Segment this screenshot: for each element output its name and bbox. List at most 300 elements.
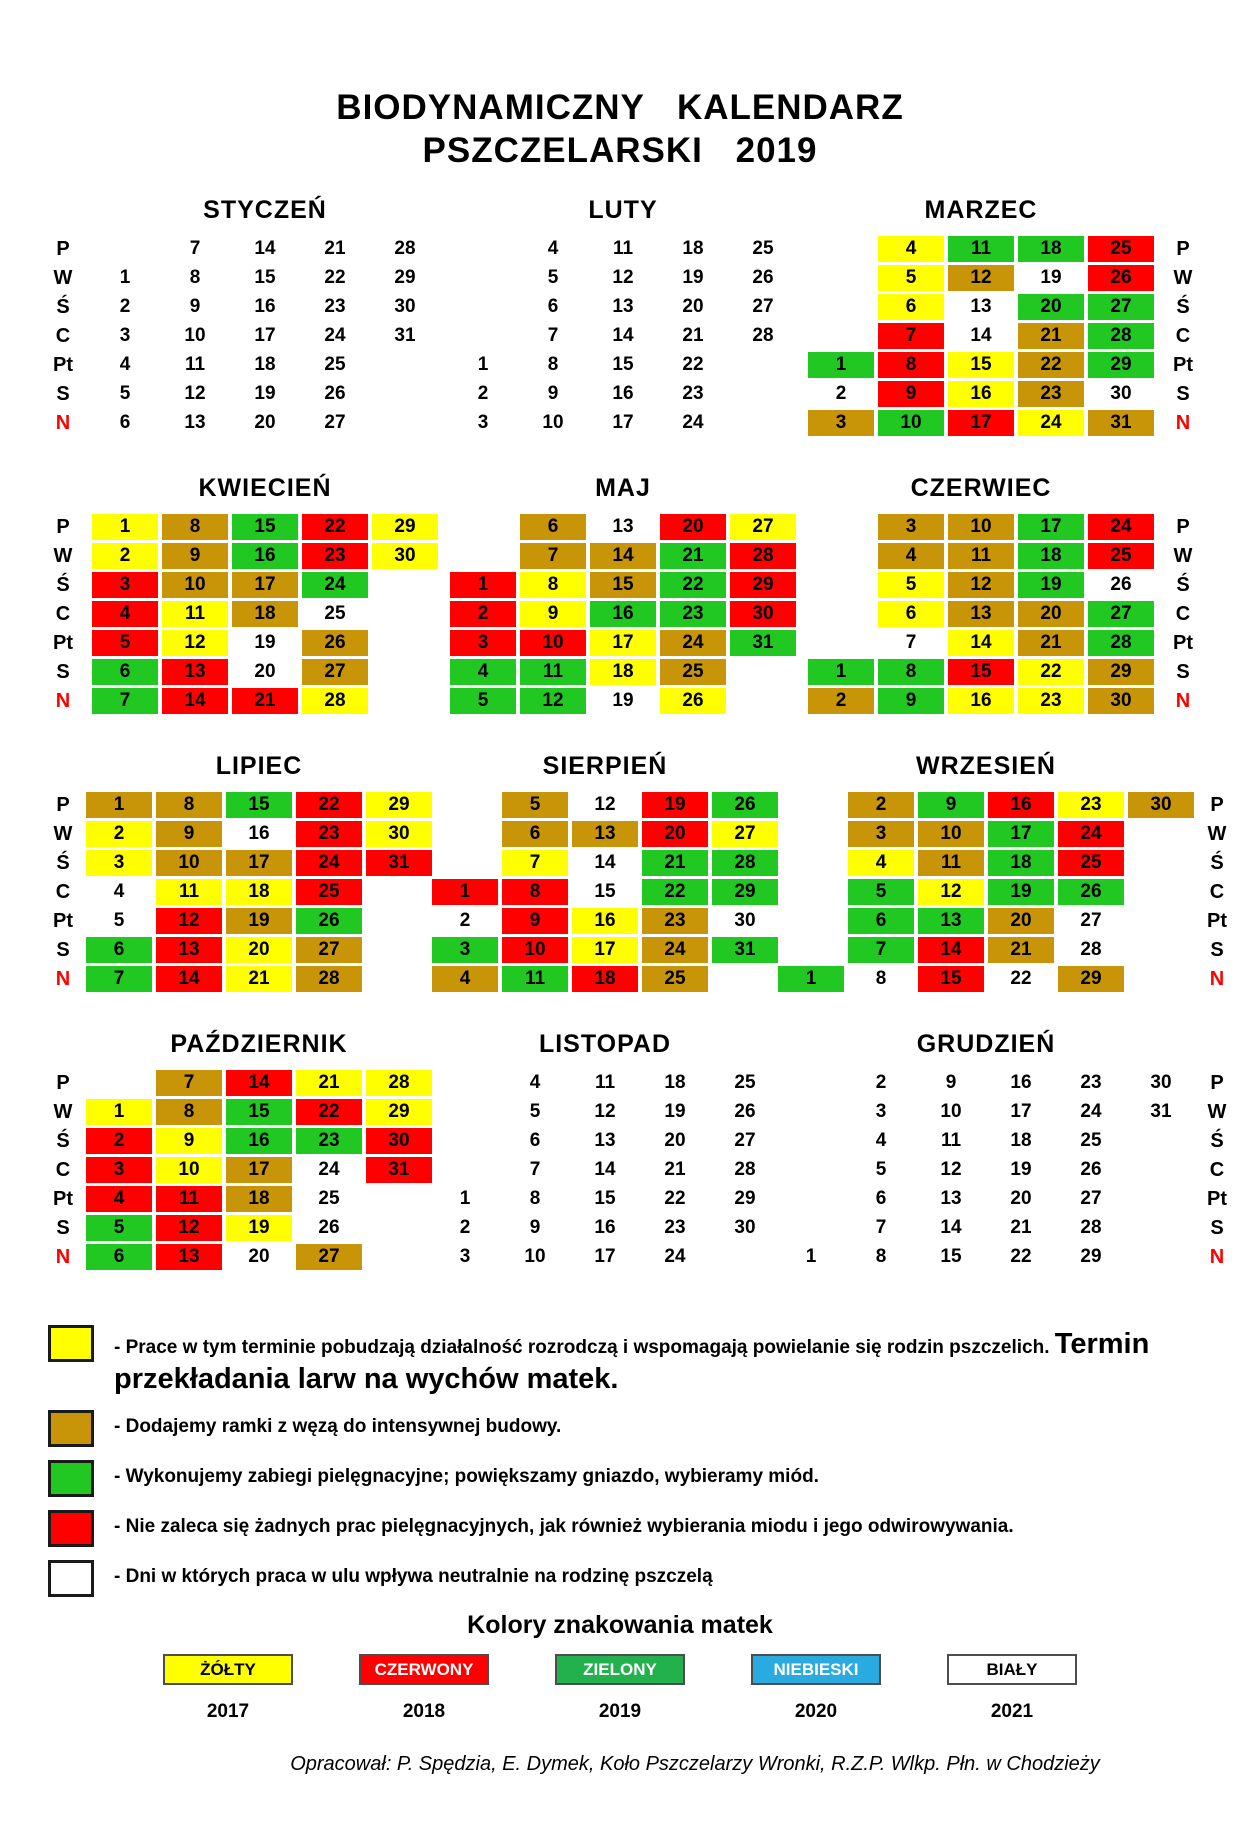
day-cell-listopad-10: 10	[524, 1246, 546, 1267]
day-cell-styczen-9: 9	[189, 296, 201, 317]
day-cell-pazdziernik-14: 14	[226, 1070, 292, 1096]
day-cell-lipiec-5: 5	[113, 910, 125, 931]
day-cell-wrzesien-5: 5	[848, 879, 914, 905]
day-cell-lipiec-18: 18	[226, 879, 292, 905]
day-cell-czerwiec-4: 4	[878, 543, 944, 569]
month-wrzesien	[778, 750, 1194, 992]
day-cell-listopad-9: 9	[529, 1217, 541, 1238]
day-cell-listopad-24: 24	[664, 1246, 686, 1267]
day-label-c-left-1: C	[55, 325, 71, 347]
day-cell-czerwiec-23: 23	[1018, 688, 1084, 714]
month-band-2	[0, 472, 1240, 717]
day-cell-czerwiec-17: 17	[1018, 514, 1084, 540]
day-cell-wrzesien-21: 21	[988, 937, 1054, 963]
day-cell-listopad-8: 8	[529, 1188, 541, 1209]
month-band-1	[0, 194, 1240, 439]
month-grid-kwiecien	[92, 514, 438, 714]
legend-text-white: - Dni w których praca w ulu wpływa neutralnie na rodzinę pszczelą	[114, 1566, 713, 1587]
day-cell-kwiecien-16: 16	[232, 543, 298, 569]
day-cell-grudzien-19: 19	[1010, 1159, 1032, 1180]
day-cell-marzec-18: 18	[1018, 236, 1084, 262]
day-label-p-right-4: P	[1210, 1072, 1224, 1094]
day-cell-grudzien-31: 31	[1150, 1101, 1172, 1122]
day-label-w-left-1: W	[53, 267, 73, 289]
day-cell-sierpien-11: 11	[502, 966, 568, 992]
legend-text-yellow: - Prace w tym terminie pobudzają działalność rozrodczą i wspomagają powielanie się rodzin pszczelich. Termin przekładania larw na wychów matek.	[114, 1328, 1150, 1395]
day-cell-luty-23: 23	[682, 383, 704, 404]
day-label-ś-left-2: Ś	[56, 574, 70, 596]
queen-marking-items	[0, 1654, 1240, 1723]
day-cell-wrzesien-25: 25	[1058, 850, 1124, 876]
queen-color-year-zolty: 2017	[206, 1701, 250, 1722]
month-title-wrzesien: WRZESIEŃ	[916, 752, 1056, 780]
day-cell-marzec-21: 21	[1018, 323, 1084, 349]
day-cell-czerwiec-26: 26	[1110, 574, 1132, 595]
day-label-p-right-3: P	[1210, 794, 1224, 816]
month-grid-maj	[450, 514, 796, 714]
day-label-c-left-3: C	[55, 881, 71, 903]
day-cell-listopad-28: 28	[734, 1159, 756, 1180]
day-cell-grudzien-6: 6	[875, 1188, 887, 1209]
day-cell-styczen-7: 7	[189, 238, 201, 259]
day-cell-kwiecien-19: 19	[254, 632, 276, 653]
month-slot	[86, 472, 444, 714]
day-cell-sierpien-12: 12	[594, 794, 616, 815]
day-cell-grudzien-20: 20	[1010, 1188, 1032, 1209]
day-cell-maj-5: 5	[450, 688, 516, 714]
month-slot	[86, 194, 444, 436]
day-cell-sierpien-5: 5	[502, 792, 568, 818]
day-cell-grudzien-15: 15	[940, 1246, 962, 1267]
day-label-pt-right-3: Pt	[1207, 910, 1227, 932]
day-cell-pazdziernik-1: 1	[86, 1099, 152, 1125]
queen-color-zolty	[163, 1654, 293, 1723]
day-cell-maj-6: 6	[520, 514, 586, 540]
day-cell-listopad-6: 6	[529, 1130, 541, 1151]
day-cell-maj-19: 19	[612, 690, 634, 711]
day-cell-marzec-25: 25	[1088, 236, 1154, 262]
day-cell-grudzien-17: 17	[1010, 1101, 1032, 1122]
day-cell-pazdziernik-2: 2	[86, 1128, 152, 1154]
day-cell-czerwiec-18: 18	[1018, 543, 1084, 569]
day-cell-sierpien-10: 10	[502, 937, 568, 963]
day-label-ś-right-1: Ś	[1176, 296, 1190, 318]
day-cell-pazdziernik-7: 7	[156, 1070, 222, 1096]
day-cell-kwiecien-12: 12	[162, 630, 228, 656]
month-grid-czerwiec	[808, 514, 1154, 714]
month-marzec	[808, 194, 1154, 436]
day-cell-listopad-19: 19	[664, 1101, 686, 1122]
day-cell-czerwiec-2: 2	[808, 688, 874, 714]
day-cell-maj-13: 13	[612, 516, 634, 537]
day-cell-luty-22: 22	[682, 354, 704, 375]
day-cell-listopad-21: 21	[664, 1159, 686, 1180]
day-cell-pazdziernik-12: 12	[156, 1215, 222, 1241]
day-label-s-right-3: S	[1210, 939, 1224, 961]
day-label-pt-left-4: Pt	[53, 1188, 73, 1210]
day-cell-czerwiec-28: 28	[1088, 630, 1154, 656]
day-label-w-right-1: W	[1173, 267, 1193, 289]
day-cell-wrzesien-12: 12	[918, 879, 984, 905]
day-cell-sierpien-18: 18	[572, 966, 638, 992]
day-cell-kwiecien-6: 6	[92, 659, 158, 685]
day-label-s-left-2: S	[56, 661, 70, 683]
day-cell-pazdziernik-10: 10	[156, 1157, 222, 1183]
day-cell-maj-31: 31	[730, 630, 796, 656]
day-cell-lipiec-25: 25	[296, 879, 362, 905]
calendar-page	[0, 86, 1240, 1840]
queen-color-bar-bialy: BIAŁY	[947, 1654, 1077, 1685]
day-cell-wrzesien-9: 9	[918, 792, 984, 818]
day-cell-luty-5: 5	[547, 267, 559, 288]
day-label-s-left-4: S	[56, 1217, 70, 1239]
month-grid-wrzesien	[778, 792, 1194, 992]
day-label-n-right-2: N	[1175, 690, 1191, 712]
day-cell-wrzesien-10: 10	[918, 821, 984, 847]
day-cell-kwiecien-24: 24	[302, 572, 368, 598]
day-cell-pazdziernik-16: 16	[226, 1128, 292, 1154]
day-cell-maj-24: 24	[660, 630, 726, 656]
month-slot	[802, 194, 1160, 436]
day-cell-marzec-7: 7	[878, 323, 944, 349]
month-title-lipiec: LIPIEC	[215, 752, 303, 780]
day-cell-styczen-14: 14	[254, 238, 276, 259]
day-cell-maj-25: 25	[660, 659, 726, 685]
day-cell-grudzien-24: 24	[1080, 1101, 1102, 1122]
title-line-2: PSZCZELARSKI 2019	[422, 131, 818, 170]
day-cell-luty-14: 14	[612, 325, 634, 346]
day-cell-grudzien-2: 2	[875, 1072, 887, 1093]
day-cell-czerwiec-22: 22	[1018, 659, 1084, 685]
day-cell-luty-19: 19	[682, 267, 704, 288]
day-cell-styczen-26: 26	[324, 383, 346, 404]
queen-color-czerwony	[359, 1654, 489, 1723]
day-cell-sierpien-7: 7	[502, 850, 568, 876]
day-cell-grudzien-11: 11	[940, 1130, 962, 1151]
day-cell-lipiec-4: 4	[113, 881, 125, 902]
day-cell-lipiec-28: 28	[296, 966, 362, 992]
day-label-n-left-4: N	[55, 1246, 71, 1268]
day-cell-listopad-26: 26	[734, 1101, 756, 1122]
day-cell-maj-22: 22	[660, 572, 726, 598]
day-cell-grudzien-30: 30	[1150, 1072, 1172, 1093]
day-cell-listopad-18: 18	[664, 1072, 686, 1093]
day-cell-wrzesien-8: 8	[875, 968, 887, 989]
month-grid-pazdziernik	[86, 1070, 432, 1270]
month-title-styczen: STYCZEŃ	[203, 196, 327, 224]
day-cell-pazdziernik-23: 23	[296, 1128, 362, 1154]
queen-color-bar-niebieski: NIEBIESKI	[751, 1654, 881, 1685]
month-slot	[778, 1028, 1194, 1270]
day-cell-listopad-16: 16	[594, 1217, 616, 1238]
day-cell-kwiecien-27: 27	[302, 659, 368, 685]
day-cell-wrzesien-3: 3	[848, 821, 914, 847]
day-cell-listopad-7: 7	[529, 1159, 541, 1180]
day-cell-wrzesien-26: 26	[1058, 879, 1124, 905]
month-grid-styczen	[92, 236, 438, 436]
day-labels-right-1	[1160, 194, 1206, 439]
day-cell-czerwiec-13: 13	[948, 601, 1014, 627]
day-cell-pazdziernik-31: 31	[366, 1157, 432, 1183]
day-cell-marzec-8: 8	[878, 352, 944, 378]
day-cell-czerwiec-24: 24	[1088, 514, 1154, 540]
day-cell-lipiec-23: 23	[296, 821, 362, 847]
day-cell-luty-7: 7	[547, 325, 559, 346]
day-cell-pazdziernik-19: 19	[226, 1215, 292, 1241]
day-cell-lipiec-30: 30	[366, 821, 432, 847]
day-cell-czerwiec-7: 7	[905, 632, 917, 653]
day-cell-luty-11: 11	[612, 238, 634, 259]
day-cell-lipiec-31: 31	[366, 850, 432, 876]
day-cell-marzec-1: 1	[808, 352, 874, 378]
day-cell-wrzesien-14: 14	[918, 937, 984, 963]
day-label-pt-right-2: Pt	[1173, 632, 1193, 654]
day-cell-listopad-27: 27	[734, 1130, 756, 1151]
day-cell-lipiec-22: 22	[296, 792, 362, 818]
day-cell-listopad-29: 29	[734, 1188, 756, 1209]
day-cell-maj-23: 23	[660, 601, 726, 627]
day-cell-maj-14: 14	[590, 543, 656, 569]
day-label-w-right-3: W	[1207, 823, 1227, 845]
day-cell-luty-27: 27	[752, 296, 774, 317]
month-lipiec	[86, 750, 432, 992]
day-cell-kwiecien-17: 17	[232, 572, 298, 598]
day-cell-sierpien-13: 13	[572, 821, 638, 847]
day-label-n-right-3: N	[1209, 968, 1225, 990]
day-cell-lipiec-26: 26	[296, 908, 362, 934]
day-cell-grudzien-14: 14	[940, 1217, 962, 1238]
legend-text-red: - Nie zaleca się żadnych prac pielęgnacyjnych, jak również wybierania miodu i jego odwirowywania.	[114, 1516, 1014, 1537]
day-cell-marzec-30: 30	[1110, 383, 1132, 404]
day-cell-grudzien-29: 29	[1080, 1246, 1102, 1267]
day-cell-sierpien-26: 26	[712, 792, 778, 818]
title-line-1: BIODYNAMICZNY KALENDARZ	[336, 88, 904, 127]
day-cell-styczen-23: 23	[324, 296, 346, 317]
day-cell-maj-10: 10	[520, 630, 586, 656]
day-cell-luty-24: 24	[682, 412, 704, 433]
day-labels-spacer	[1160, 194, 1206, 236]
day-labels-spacer	[40, 194, 86, 236]
day-label-c-right-4: C	[1209, 1159, 1225, 1181]
day-label-ś-left-4: Ś	[56, 1130, 70, 1152]
day-cell-marzec-24: 24	[1018, 410, 1084, 436]
day-cell-marzec-3: 3	[808, 410, 874, 436]
day-cell-lipiec-24: 24	[296, 850, 362, 876]
day-label-w-right-2: W	[1173, 545, 1193, 567]
day-cell-kwiecien-3: 3	[92, 572, 158, 598]
queen-marking-section	[0, 1611, 1240, 1723]
day-cell-grudzien-21: 21	[1010, 1217, 1032, 1238]
day-cell-lipiec-3: 3	[86, 850, 152, 876]
month-slot	[444, 194, 802, 436]
day-cell-wrzesien-27: 27	[1080, 910, 1102, 931]
day-cell-sierpien-27: 27	[712, 821, 778, 847]
day-label-c-left-2: C	[55, 603, 71, 625]
day-cell-styczen-2: 2	[119, 296, 131, 317]
day-cell-wrzesien-22: 22	[1010, 968, 1032, 989]
day-cell-lipiec-27: 27	[296, 937, 362, 963]
day-cell-marzec-15: 15	[948, 352, 1014, 378]
day-cell-listopad-13: 13	[594, 1130, 616, 1151]
day-cell-maj-8: 8	[520, 572, 586, 598]
day-cell-sierpien-14: 14	[594, 852, 616, 873]
day-cell-maj-20: 20	[660, 514, 726, 540]
day-cell-wrzesien-20: 20	[988, 908, 1054, 934]
day-cell-czerwiec-29: 29	[1088, 659, 1154, 685]
day-cell-czerwiec-27: 27	[1088, 601, 1154, 627]
day-cell-maj-2: 2	[450, 601, 516, 627]
day-cell-sierpien-31: 31	[712, 937, 778, 963]
day-cell-kwiecien-14: 14	[162, 688, 228, 714]
day-cell-luty-15: 15	[612, 354, 634, 375]
legend-text-brown: - Dodajemy ramki z węzą do intensywnej budowy.	[114, 1416, 562, 1437]
day-cell-luty-21: 21	[682, 325, 704, 346]
legend-row-red	[48, 1510, 1168, 1547]
day-cell-pazdziernik-22: 22	[296, 1099, 362, 1125]
day-cell-lipiec-15: 15	[226, 792, 292, 818]
month-title-listopad: LISTOPAD	[538, 1030, 672, 1058]
day-label-s-right-2: S	[1176, 661, 1190, 683]
month-sierpien	[432, 750, 778, 992]
day-cell-grudzien-13: 13	[940, 1188, 962, 1209]
day-cell-pazdziernik-26: 26	[318, 1217, 340, 1238]
day-cell-pazdziernik-3: 3	[86, 1157, 152, 1183]
month-slot	[778, 750, 1194, 992]
day-cell-czerwiec-12: 12	[948, 572, 1014, 598]
day-cell-luty-20: 20	[682, 296, 704, 317]
day-cell-sierpien-3: 3	[432, 937, 498, 963]
day-labels-spacer	[1194, 750, 1240, 792]
day-cell-styczen-10: 10	[184, 325, 206, 346]
day-cell-listopad-20: 20	[664, 1130, 686, 1151]
day-cell-sierpien-30: 30	[734, 910, 756, 931]
day-label-ś-right-3: Ś	[1210, 852, 1224, 874]
month-title-luty: LUTY	[588, 196, 658, 224]
queen-color-niebieski	[751, 1654, 881, 1723]
day-cell-grudzien-28: 28	[1080, 1217, 1102, 1238]
day-cell-listopad-14: 14	[594, 1159, 616, 1180]
day-label-ś-left-3: Ś	[56, 852, 70, 874]
day-cell-maj-29: 29	[730, 572, 796, 598]
day-cell-maj-9: 9	[520, 601, 586, 627]
day-cell-marzec-28: 28	[1088, 323, 1154, 349]
queen-color-year-czerwony: 2018	[402, 1701, 446, 1722]
month-title-czerwiec: CZERWIEC	[910, 474, 1052, 502]
page-title	[0, 86, 1240, 172]
day-cell-czerwiec-15: 15	[948, 659, 1014, 685]
queen-color-year-zielony: 2019	[598, 1701, 642, 1722]
day-labels-left-3	[40, 750, 86, 995]
day-label-n-left-3: N	[55, 968, 71, 990]
queen-color-bar-zolty: ŻÓŁTY	[163, 1654, 293, 1685]
day-cell-pazdziernik-6: 6	[86, 1244, 152, 1270]
day-cell-lipiec-10: 10	[156, 850, 222, 876]
day-cell-sierpien-4: 4	[432, 966, 498, 992]
day-labels-spacer	[1194, 1028, 1240, 1070]
day-cell-maj-18: 18	[590, 659, 656, 685]
day-label-c-left-4: C	[55, 1159, 71, 1181]
day-cell-listopad-15: 15	[594, 1188, 616, 1209]
day-cell-wrzesien-11: 11	[918, 850, 984, 876]
day-cell-kwiecien-30: 30	[372, 543, 438, 569]
month-grid-lipiec	[86, 792, 432, 992]
month-grid-sierpien	[432, 792, 778, 992]
day-labels-right-4	[1194, 1028, 1240, 1273]
day-cell-listopad-17: 17	[594, 1246, 616, 1267]
day-cell-czerwiec-16: 16	[948, 688, 1014, 714]
day-cell-lipiec-6: 6	[86, 937, 152, 963]
day-cell-marzec-26: 26	[1088, 265, 1154, 291]
day-cell-luty-18: 18	[682, 238, 704, 259]
day-cell-styczen-27: 27	[324, 412, 346, 433]
day-cell-styczen-3: 3	[119, 325, 131, 346]
day-cell-grudzien-4: 4	[875, 1130, 887, 1151]
day-label-pt-left-3: Pt	[53, 910, 73, 932]
day-label-w-right-4: W	[1207, 1101, 1227, 1123]
day-label-n-right-1: N	[1175, 412, 1191, 434]
day-cell-styczen-21: 21	[324, 238, 346, 259]
day-cell-luty-10: 10	[542, 412, 564, 433]
day-cell-pazdziernik-30: 30	[366, 1128, 432, 1154]
month-grid-listopad	[432, 1070, 778, 1270]
day-cell-marzec-31: 31	[1088, 410, 1154, 436]
day-labels-left-4	[40, 1028, 86, 1273]
day-cell-czerwiec-25: 25	[1088, 543, 1154, 569]
day-cell-sierpien-25: 25	[642, 966, 708, 992]
day-cell-luty-12: 12	[612, 267, 634, 288]
day-cell-luty-13: 13	[612, 296, 634, 317]
day-cell-sierpien-29: 29	[712, 879, 778, 905]
queen-color-year-bialy: 2021	[990, 1701, 1034, 1722]
day-cell-czerwiec-20: 20	[1018, 601, 1084, 627]
day-cell-styczen-5: 5	[119, 383, 131, 404]
day-cell-pazdziernik-28: 28	[366, 1070, 432, 1096]
day-cell-luty-4: 4	[547, 238, 559, 259]
queen-color-zielony	[555, 1654, 685, 1723]
day-cell-czerwiec-8: 8	[878, 659, 944, 685]
month-kwiecien	[92, 472, 438, 714]
day-cell-marzec-22: 22	[1018, 352, 1084, 378]
month-slot	[444, 472, 802, 714]
day-cell-czerwiec-1: 1	[808, 659, 874, 685]
day-cell-styczen-4: 4	[119, 354, 131, 375]
month-grid-grudzien	[778, 1070, 1194, 1270]
day-cell-luty-3: 3	[477, 412, 489, 433]
day-cell-grudzien-3: 3	[875, 1101, 887, 1122]
day-cell-czerwiec-10: 10	[948, 514, 1014, 540]
day-label-p-left-4: P	[56, 1072, 70, 1094]
day-cell-grudzien-18: 18	[1010, 1130, 1032, 1151]
day-cell-kwiecien-13: 13	[162, 659, 228, 685]
day-cell-kwiecien-29: 29	[372, 514, 438, 540]
day-label-p-left-1: P	[56, 238, 70, 260]
day-cell-grudzien-1: 1	[805, 1246, 817, 1267]
day-labels-spacer	[40, 1028, 86, 1070]
day-label-s-left-1: S	[56, 383, 70, 405]
day-cell-listopad-2: 2	[459, 1217, 471, 1238]
day-cell-luty-6: 6	[547, 296, 559, 317]
day-cell-pazdziernik-24: 24	[318, 1159, 340, 1180]
queen-color-bar-czerwony: CZERWONY	[359, 1654, 489, 1685]
day-cell-marzec-16: 16	[948, 381, 1014, 407]
day-label-w-left-3: W	[53, 823, 73, 845]
month-styczen	[92, 194, 438, 436]
legend-swatch-brown	[48, 1410, 94, 1447]
day-cell-maj-16: 16	[590, 601, 656, 627]
day-label-pt-right-4: Pt	[1207, 1188, 1227, 1210]
day-cell-sierpien-20: 20	[642, 821, 708, 847]
day-cell-czerwiec-21: 21	[1018, 630, 1084, 656]
